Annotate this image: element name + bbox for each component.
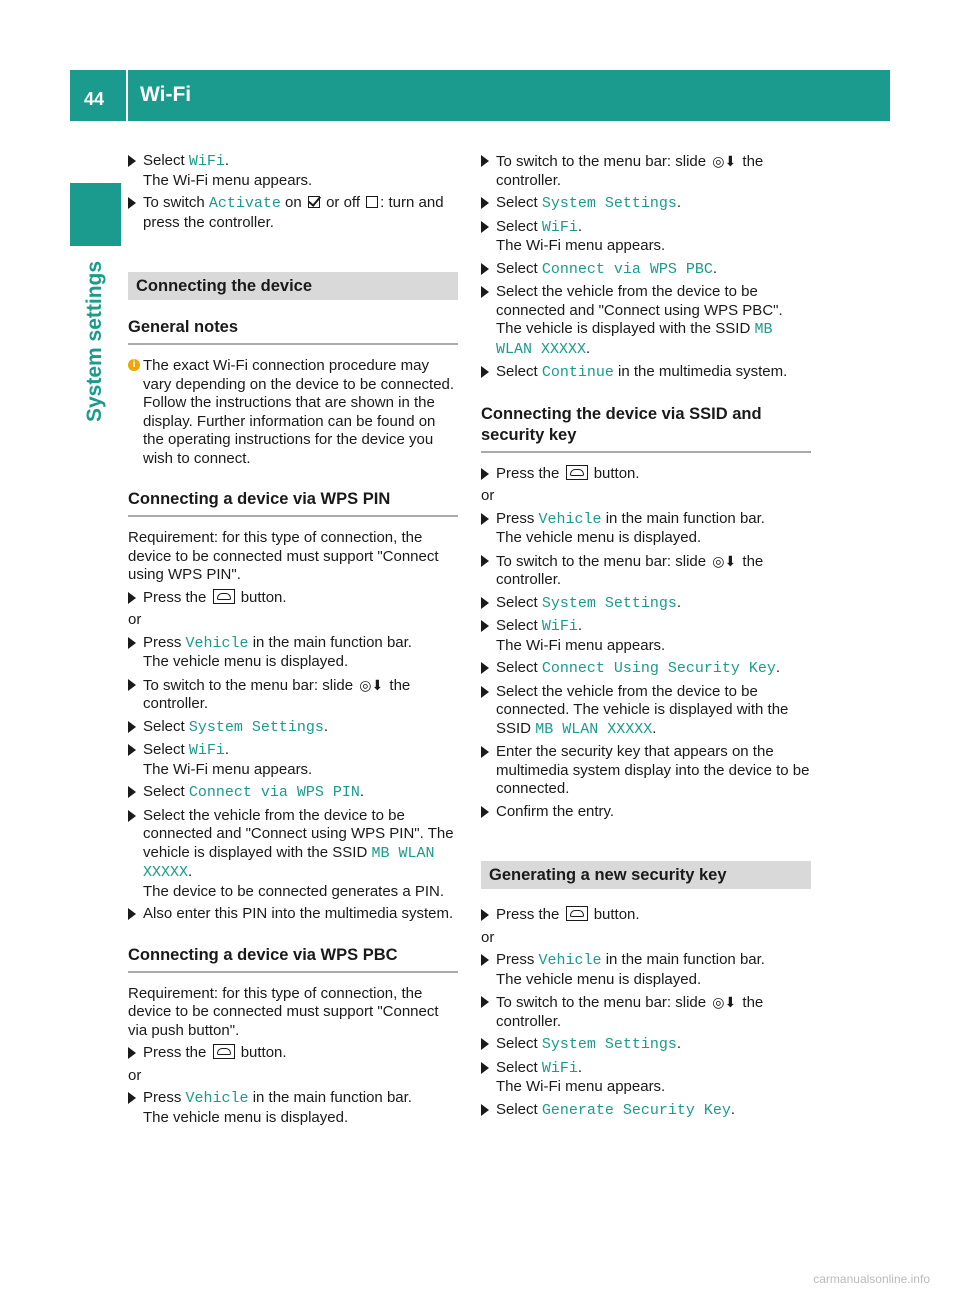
step-press-vehicle: Press Vehicle in the main function bar. The vehicle menu is displayed.: [128, 1089, 458, 1127]
header-bar: [70, 70, 890, 121]
step-enter-key: Enter the security key that appears on the multimedia system display into the device to be connected.: [481, 743, 811, 799]
watermark: carmanualsonline.info: [813, 1271, 930, 1286]
arrow-icon: [481, 197, 489, 209]
menu-item-wifi: WiFi: [541, 1059, 578, 1077]
or-label: or: [481, 487, 495, 504]
menu-item-connect-wps-pin: Connect via WPS PIN: [188, 784, 360, 801]
arrow-icon: [128, 1047, 136, 1059]
menu-item-wifi: WiFi: [188, 153, 225, 170]
menu-item-vehicle: Vehicle: [538, 952, 602, 969]
step-connect-wps-pbc: Select Connect via WPS PBC.: [481, 260, 811, 280]
step-press-vehicle: Press Vehicle in the main function bar. The vehicle menu is displayed.: [481, 951, 811, 989]
heading-ssid-security-key: Connecting the device via SSID and security key: [481, 404, 811, 453]
arrow-icon: [128, 744, 136, 756]
arrow-icon: [128, 908, 136, 920]
vehicle-button-icon: [566, 465, 588, 480]
vehicle-button-icon: [566, 906, 588, 921]
vehicle-button-icon: [213, 589, 235, 604]
arrow-icon: [481, 909, 489, 921]
menu-item-system-settings: System Settings: [541, 1036, 677, 1053]
step-press-vehicle: Press Vehicle in the main function bar. The vehicle menu is displayed.: [128, 634, 458, 672]
controller-slide-icon: ◎⬇: [712, 552, 737, 569]
step-select-continue: Select Continue in the multimedia system.: [481, 363, 811, 383]
right-column: [481, 152, 811, 1124]
arrow-icon: [128, 637, 136, 649]
menu-item-wifi: WiFi: [188, 742, 225, 759]
controller-slide-icon: ◎⬇: [712, 153, 737, 169]
arrow-icon: [128, 810, 136, 822]
arrow-icon: [481, 221, 489, 233]
or-label: or: [128, 1066, 142, 1084]
step-connect-security-key: Select Connect Using Security Key.: [481, 659, 811, 679]
side-section-label: System settings: [83, 260, 106, 422]
step-press-vehicle: Press Vehicle in the main function bar. The vehicle menu is displayed.: [481, 510, 811, 548]
step-select-wifi: Select WiFi. The Wi-Fi menu appears.: [481, 1059, 811, 1097]
menu-item-system-settings: System Settings: [541, 195, 677, 212]
arrow-icon: [481, 662, 489, 674]
or-label: or: [481, 928, 495, 946]
step-select-vehicle-device: Select the vehicle from the device to be connected. The vehicle is displayed with the SSID MB WLAN XXXXX.: [481, 683, 811, 740]
arrow-icon: [128, 1092, 136, 1104]
section-connecting-device: Connecting the device: [128, 272, 458, 300]
menu-item-connect-security-key: Connect Using Security Key: [541, 660, 776, 677]
arrow-icon: [128, 786, 136, 798]
arrow-icon: [128, 679, 136, 691]
ssid-value: MB WLAN XXXXX: [496, 321, 773, 358]
step-select-wifi: Select WiFi. The Wi-Fi menu appears.: [481, 218, 811, 256]
arrow-icon: [481, 1104, 489, 1116]
requirement-wps-pbc: Requirement: for this type of connection, the device to be connected must support "Connect via push button".: [128, 984, 439, 1039]
step-switch-menu: To switch to the menu bar: slide ◎⬇ the controller.: [128, 676, 458, 714]
arrow-icon: [481, 597, 489, 609]
step-select-system-settings: Select System Settings.: [481, 1035, 811, 1055]
arrow-icon: [128, 155, 136, 167]
ssid-value: MB WLAN XXXXX: [535, 720, 653, 738]
arrow-icon: [481, 263, 489, 275]
step-select-system-settings: Select System Settings.: [128, 718, 458, 738]
step-generate-key: Select Generate Security Key.: [481, 1101, 811, 1121]
arrow-icon: [481, 155, 489, 167]
step-confirm: Confirm the entry.: [481, 803, 811, 822]
step-switch-menu: To switch to the menu bar: slide ◎⬇ the controller.: [481, 552, 811, 590]
arrow-icon: [481, 366, 489, 378]
arrow-icon: [481, 686, 489, 698]
menu-item-wifi: WiFi: [541, 218, 578, 236]
arrow-icon: [481, 286, 489, 298]
checkbox-checked-icon: [308, 196, 320, 208]
step-activate: To switch Activate on or off : turn and press the controller.: [128, 194, 458, 232]
arrow-icon: [481, 468, 489, 480]
arrow-icon: [481, 555, 489, 567]
arrow-icon: [481, 806, 489, 818]
arrow-icon: [481, 996, 489, 1008]
arrow-icon: [481, 746, 489, 758]
menu-item-vehicle: Vehicle: [538, 510, 602, 528]
menu-item-activate: Activate: [208, 195, 281, 212]
arrow-icon: [481, 513, 489, 525]
info-note: i The exact Wi-Fi connection procedure may vary depending on the device to be connected. Follow the instructions that are shown in the display. Further information can be found on the operating instructions for the device you wish to connect.: [128, 357, 458, 468]
controller-slide-icon: ◎⬇: [712, 994, 737, 1010]
left-column: [128, 152, 458, 1131]
heading-wps-pin: Connecting a device via WPS PIN: [128, 489, 458, 517]
step-enter-pin: Also enter this PIN into the multimedia system.: [128, 905, 458, 924]
or-label: or: [128, 611, 142, 628]
step-press-button: Press the button.: [481, 465, 811, 484]
step-select-wifi: Select WiFi. The Wi-Fi menu appears.: [128, 741, 458, 779]
arrow-icon: [481, 1062, 489, 1074]
menu-item-vehicle: Vehicle: [185, 1090, 249, 1107]
menu-item-continue: Continue: [541, 364, 614, 381]
step-select-vehicle-device: Select the vehicle from the device to be connected and "Connect using WPS PBC". The vehicle is displayed with the SSID MB WLAN XXXXX.: [481, 283, 811, 359]
step-select-wifi: Select WiFi. The Wi-Fi menu appears.: [481, 617, 811, 655]
menu-item-system-settings: System Settings: [188, 718, 324, 736]
step-select-wifi: Select WiFi. The Wi-Fi menu appears.: [128, 152, 458, 190]
arrow-icon: [128, 197, 136, 209]
step-connect-wps-pin: Select Connect via WPS PIN.: [128, 783, 458, 803]
menu-item-generate-key: Generate Security Key: [541, 1101, 731, 1119]
heading-general-notes: General notes: [128, 317, 458, 345]
page-title: Wi-Fi: [140, 83, 192, 106]
step-switch-menu: To switch to the menu bar: slide ◎⬇ the controller.: [481, 152, 811, 190]
info-icon: i: [128, 359, 140, 371]
checkbox-empty-icon: [366, 196, 378, 208]
menu-item-system-settings: System Settings: [541, 594, 677, 612]
step-select-system-settings: Select System Settings.: [481, 194, 811, 214]
step-select-system-settings: Select System Settings.: [481, 594, 811, 614]
step-press-button: Press the button.: [128, 589, 458, 608]
menu-item-connect-wps-pbc: Connect via WPS PBC: [541, 260, 713, 278]
page-number: 44: [84, 89, 105, 109]
header-divider: [126, 70, 128, 121]
step-switch-menu: To switch to the menu bar: slide ◎⬇ the controller.: [481, 993, 811, 1031]
arrow-icon: [128, 592, 136, 604]
heading-wps-pbc: Connecting a device via WPS PBC: [128, 945, 458, 973]
section-generate-key: Generating a new security key: [481, 861, 811, 889]
arrow-icon: [128, 721, 136, 733]
requirement-wps-pin: Requirement: for this type of connection, the device to be connected must support "Connect using WPS PIN".: [128, 529, 439, 583]
controller-slide-icon: ◎⬇: [359, 676, 384, 693]
menu-item-vehicle: Vehicle: [185, 634, 249, 652]
step-select-vehicle-device: Select the vehicle from the device to be connected and "Connect using WPS PIN". The vehicle is displayed with the SSID MB WLAN XXXXX. The device to be connected generates a PIN.: [128, 807, 458, 902]
vehicle-button-icon: [213, 1044, 235, 1059]
arrow-icon: [481, 1038, 489, 1050]
ssid-value: MB WLAN XXXXX: [143, 844, 435, 881]
step-press-button: Press the button.: [128, 1044, 458, 1063]
arrow-icon: [481, 954, 489, 966]
step-press-button: Press the button.: [481, 906, 811, 925]
menu-item-wifi: WiFi: [541, 618, 578, 635]
arrow-icon: [481, 620, 489, 632]
